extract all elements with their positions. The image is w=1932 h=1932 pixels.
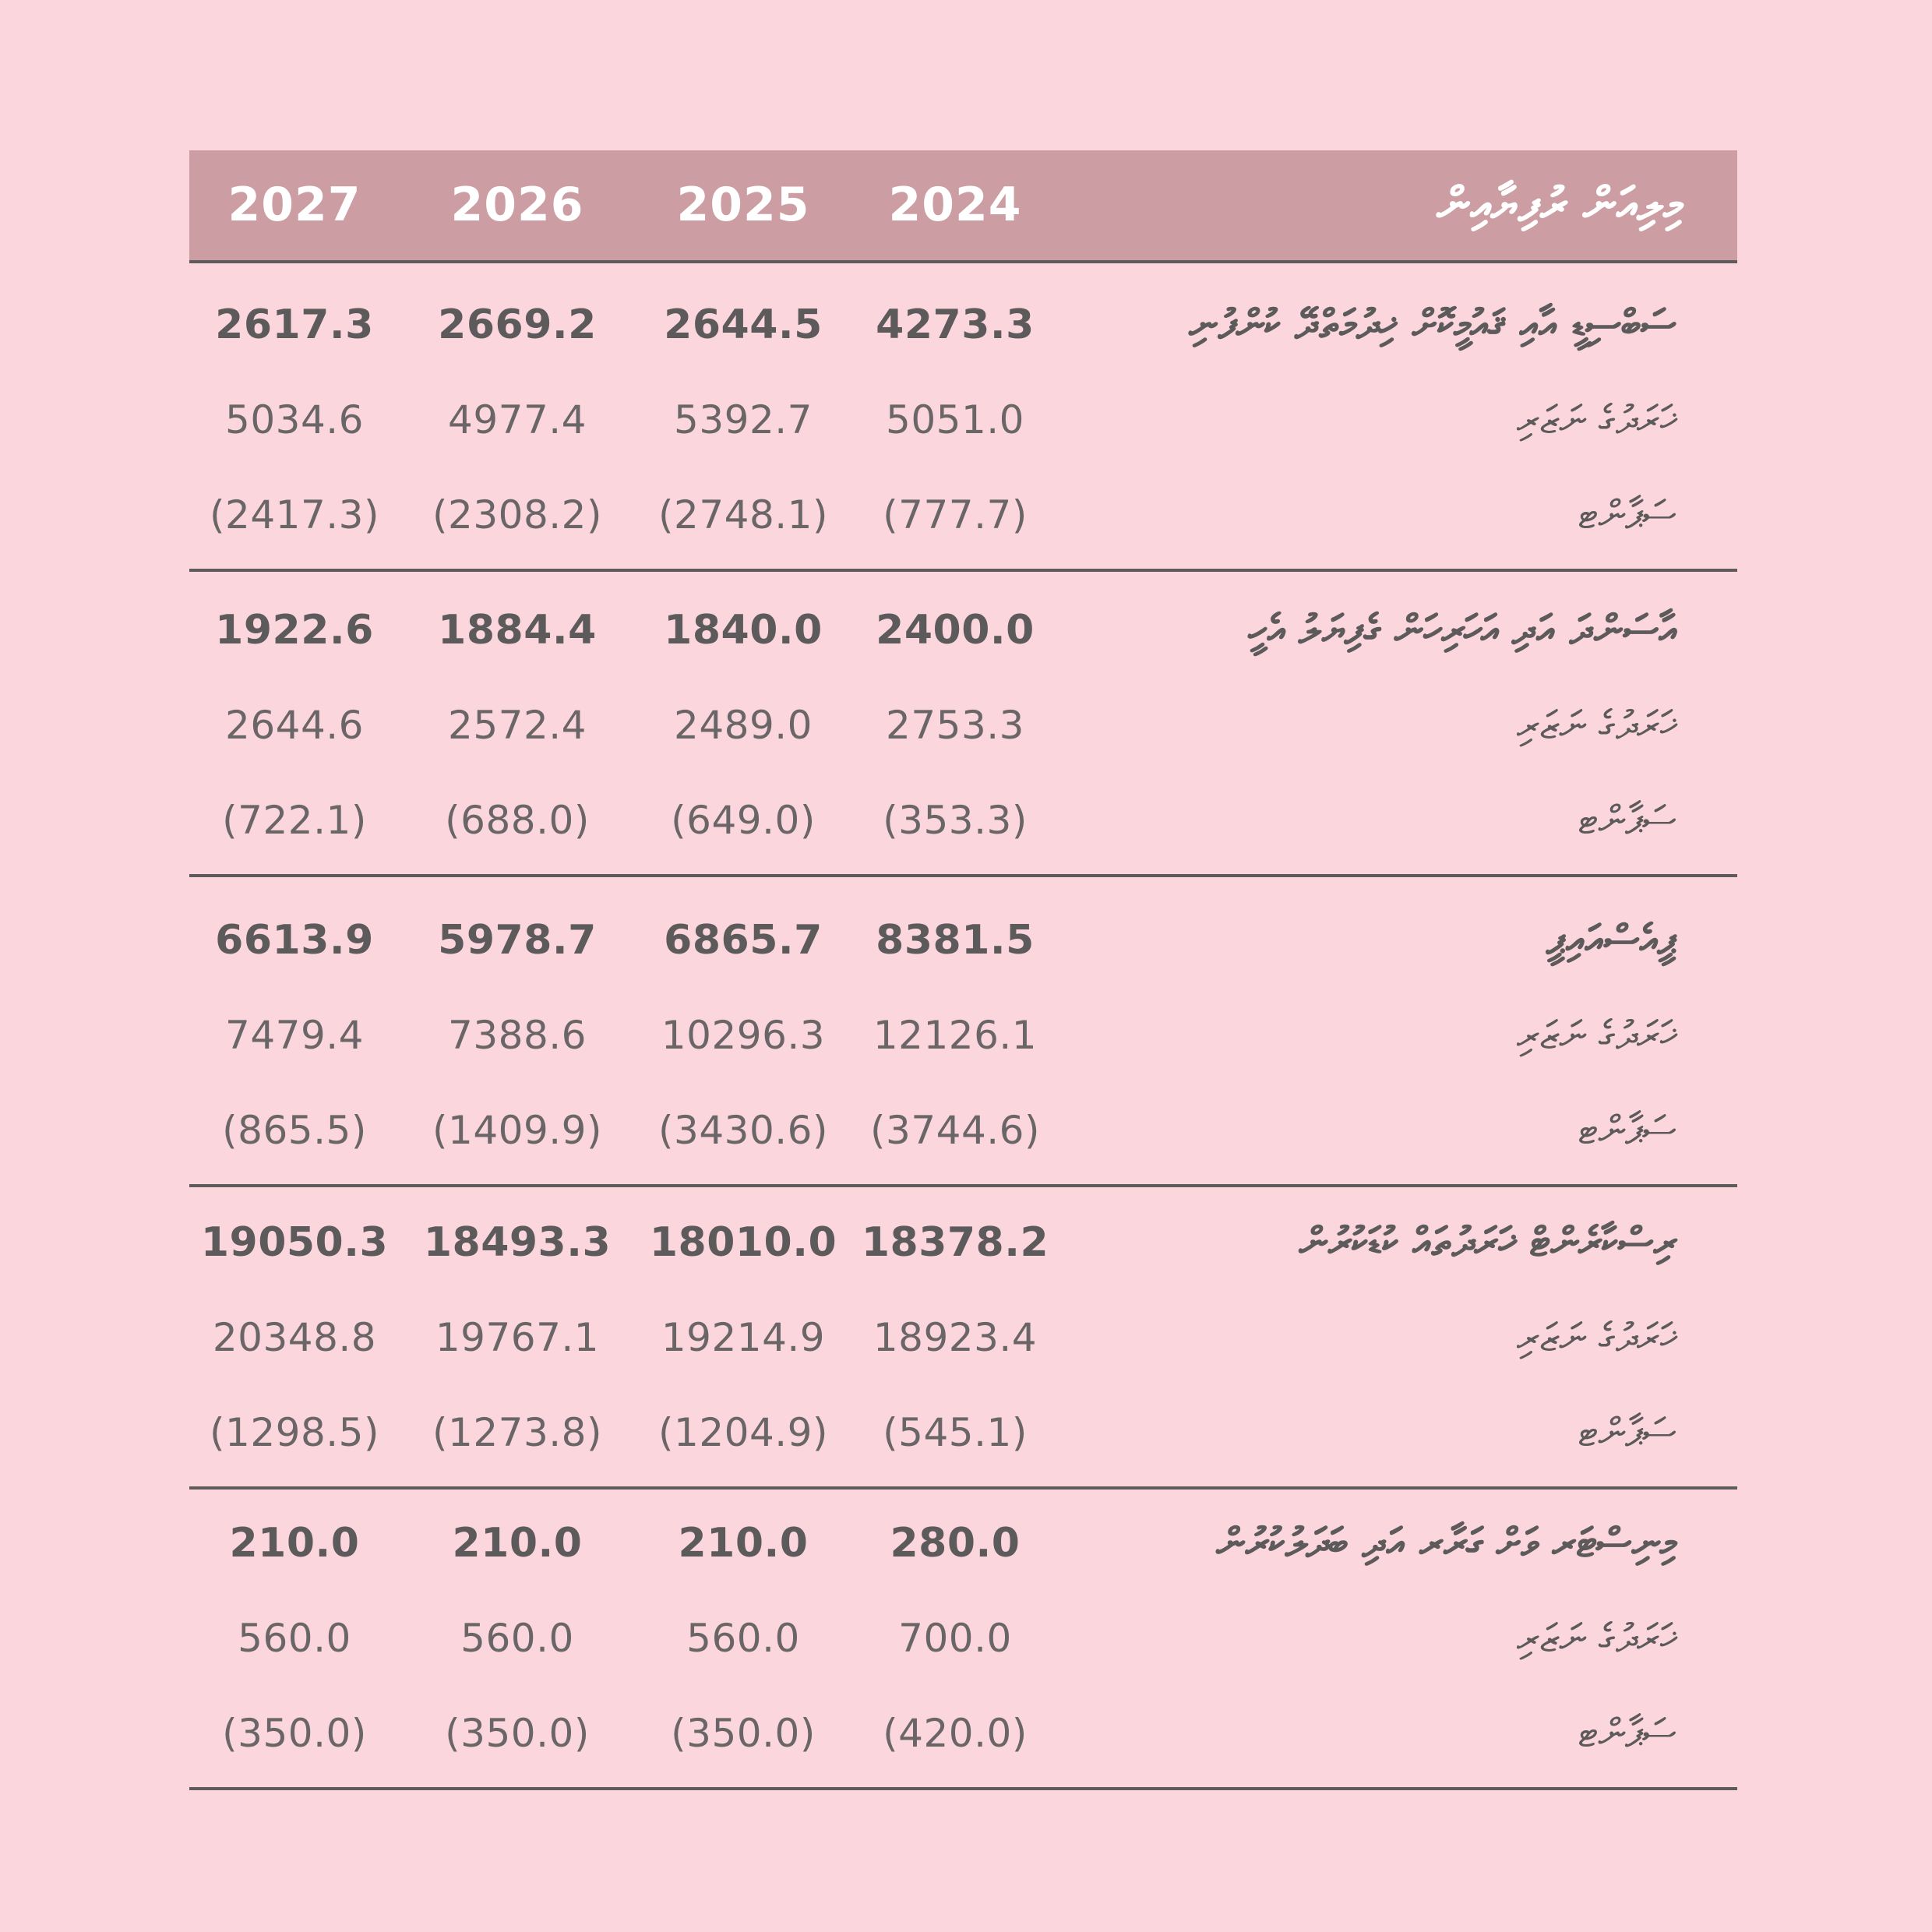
table-cell: 19767.1 bbox=[435, 1315, 600, 1360]
year-header-2026: 2026 bbox=[450, 178, 584, 232]
variance-row bbox=[189, 773, 1737, 868]
total-row bbox=[189, 1195, 1737, 1290]
row-label: ޕީއެސްއައިޕީ bbox=[1546, 917, 1676, 964]
table-body bbox=[189, 263, 1737, 1790]
table-cell: 560.0 bbox=[238, 1616, 351, 1661]
table-cell: 18923.4 bbox=[873, 1315, 1038, 1360]
table-cell: 560.0 bbox=[686, 1616, 800, 1661]
expenditure-row bbox=[189, 678, 1737, 773]
table-cell: 10296.3 bbox=[661, 1013, 826, 1058]
row-label: ޚަރަދުގެ ނަޒަރި bbox=[1516, 703, 1676, 748]
table-cell: (649.0) bbox=[671, 798, 816, 843]
table-cell: (1204.9) bbox=[658, 1410, 828, 1455]
table-cell: (722.1) bbox=[222, 798, 367, 843]
table-cell: 7479.4 bbox=[225, 1013, 364, 1058]
row-label: ޚަރަދުގެ ނަޒަރި bbox=[1516, 397, 1676, 442]
table-cell: (545.1) bbox=[883, 1410, 1028, 1455]
table-cell: 210.0 bbox=[229, 1520, 360, 1567]
table-header bbox=[189, 150, 1737, 263]
table-cell: 12126.1 bbox=[873, 1013, 1038, 1058]
row-label: ސަބްސިޑީ އާއި ޤައުމީކޮށް ޚިދުމަތްދޭ ކުންފުނި bbox=[1189, 301, 1676, 348]
table-cell: (1409.9) bbox=[432, 1108, 602, 1153]
table-cell: 2489.0 bbox=[674, 703, 813, 748]
row-label: ސަޕާންޓ bbox=[1578, 1410, 1676, 1455]
table-cell: 2400.0 bbox=[876, 607, 1035, 654]
table-cell: (350.0) bbox=[671, 1711, 816, 1756]
table-cell: 2572.4 bbox=[448, 703, 587, 748]
table-cell: 2617.3 bbox=[215, 301, 374, 348]
row-label: ސަޕާންޓ bbox=[1578, 492, 1676, 538]
total-row bbox=[189, 1496, 1737, 1591]
table-cell: (3744.6) bbox=[870, 1108, 1040, 1153]
table-section bbox=[189, 263, 1737, 572]
row-label: ޚަރަދުގެ ނަޒަރި bbox=[1516, 1315, 1676, 1360]
table-cell: 560.0 bbox=[460, 1616, 574, 1661]
table-cell: (350.0) bbox=[445, 1711, 590, 1756]
expenditure-row bbox=[189, 372, 1737, 467]
table-section bbox=[189, 1187, 1737, 1490]
table-cell: 5392.7 bbox=[674, 397, 813, 442]
table-cell: 1884.4 bbox=[438, 607, 597, 654]
row-label: ޚަރަދުގެ ނަޒަރި bbox=[1516, 1616, 1676, 1661]
table-section bbox=[189, 572, 1737, 877]
expenditure-row bbox=[189, 1591, 1737, 1686]
table-cell: (688.0) bbox=[445, 798, 590, 843]
variance-row bbox=[189, 1385, 1737, 1480]
total-row bbox=[189, 277, 1737, 372]
table-cell: (420.0) bbox=[883, 1711, 1028, 1756]
table-cell: (353.3) bbox=[883, 798, 1028, 843]
row-label: ރިސްކާރެންޓް ޚަރަދުތައް ކުޑަކުރުން bbox=[1299, 1219, 1676, 1266]
table-cell: 19050.3 bbox=[200, 1219, 389, 1266]
year-header-2024: 2024 bbox=[888, 178, 1022, 232]
table-cell: 6613.9 bbox=[215, 917, 374, 964]
table-cell: 2644.5 bbox=[664, 301, 823, 348]
table-cell: 2644.6 bbox=[225, 703, 364, 748]
row-label: މިނިސްޓަރ ވަށް ގަރާރ އަދި ބަދަލުކުރުން bbox=[1216, 1520, 1676, 1567]
table-cell: 2669.2 bbox=[438, 301, 597, 348]
variance-row bbox=[189, 467, 1737, 562]
table-cell: 18493.3 bbox=[423, 1219, 612, 1266]
table-cell: 210.0 bbox=[678, 1520, 809, 1567]
table-cell: 280.0 bbox=[890, 1520, 1021, 1567]
table-cell: (2308.2) bbox=[432, 492, 602, 538]
units-title: މިލިއަން ރުފިޔާއިން bbox=[1437, 178, 1683, 232]
table-cell: 6865.7 bbox=[664, 917, 823, 964]
row-label: ސަޕާންޓ bbox=[1578, 1711, 1676, 1756]
table-cell: 20348.8 bbox=[212, 1315, 377, 1360]
table-cell: 5034.6 bbox=[225, 397, 364, 442]
table-section bbox=[189, 1490, 1737, 1790]
variance-row bbox=[189, 1083, 1737, 1178]
row-label: ސަޕާންޓ bbox=[1578, 798, 1676, 843]
table-cell: (350.0) bbox=[222, 1711, 367, 1756]
year-header-2025: 2025 bbox=[676, 178, 810, 232]
total-row bbox=[189, 893, 1737, 988]
table-cell: 4977.4 bbox=[448, 397, 587, 442]
row-label: ސަޕާންޓ bbox=[1578, 1108, 1676, 1153]
table-cell: 18010.0 bbox=[649, 1219, 837, 1266]
table-cell: (865.5) bbox=[222, 1108, 367, 1153]
total-row bbox=[189, 583, 1737, 678]
table-cell: (1298.5) bbox=[210, 1410, 379, 1455]
year-header-2027: 2027 bbox=[227, 178, 361, 232]
table-cell: (1273.8) bbox=[432, 1410, 602, 1455]
table-cell: (777.7) bbox=[883, 492, 1028, 538]
table-cell: (3430.6) bbox=[658, 1108, 828, 1153]
table-cell: 1922.6 bbox=[215, 607, 374, 654]
table-cell: 5051.0 bbox=[886, 397, 1024, 442]
table-cell: 1840.0 bbox=[664, 607, 823, 654]
table-cell: (2748.1) bbox=[658, 492, 828, 538]
table-cell: 5978.7 bbox=[438, 917, 597, 964]
budget-table bbox=[189, 150, 1737, 1790]
table-cell: 8381.5 bbox=[876, 917, 1035, 964]
table-cell: 210.0 bbox=[452, 1520, 583, 1567]
table-cell: 2753.3 bbox=[886, 703, 1024, 748]
table-cell: 18378.2 bbox=[861, 1219, 1049, 1266]
table-cell: 7388.6 bbox=[448, 1013, 587, 1058]
expenditure-row bbox=[189, 1290, 1737, 1385]
expenditure-row bbox=[189, 988, 1737, 1083]
table-cell: 4273.3 bbox=[876, 301, 1035, 348]
row-label: އާސަންދަ އަދި އަހަރިހަން ގެފިޔަލު އެހީ bbox=[1248, 607, 1676, 654]
variance-row bbox=[189, 1686, 1737, 1781]
table-section bbox=[189, 877, 1737, 1187]
table-cell: 700.0 bbox=[898, 1616, 1012, 1661]
table-cell: 19214.9 bbox=[661, 1315, 826, 1360]
row-label: ޚަރަދުގެ ނަޒަރި bbox=[1516, 1013, 1676, 1058]
table-cell: (2417.3) bbox=[210, 492, 379, 538]
